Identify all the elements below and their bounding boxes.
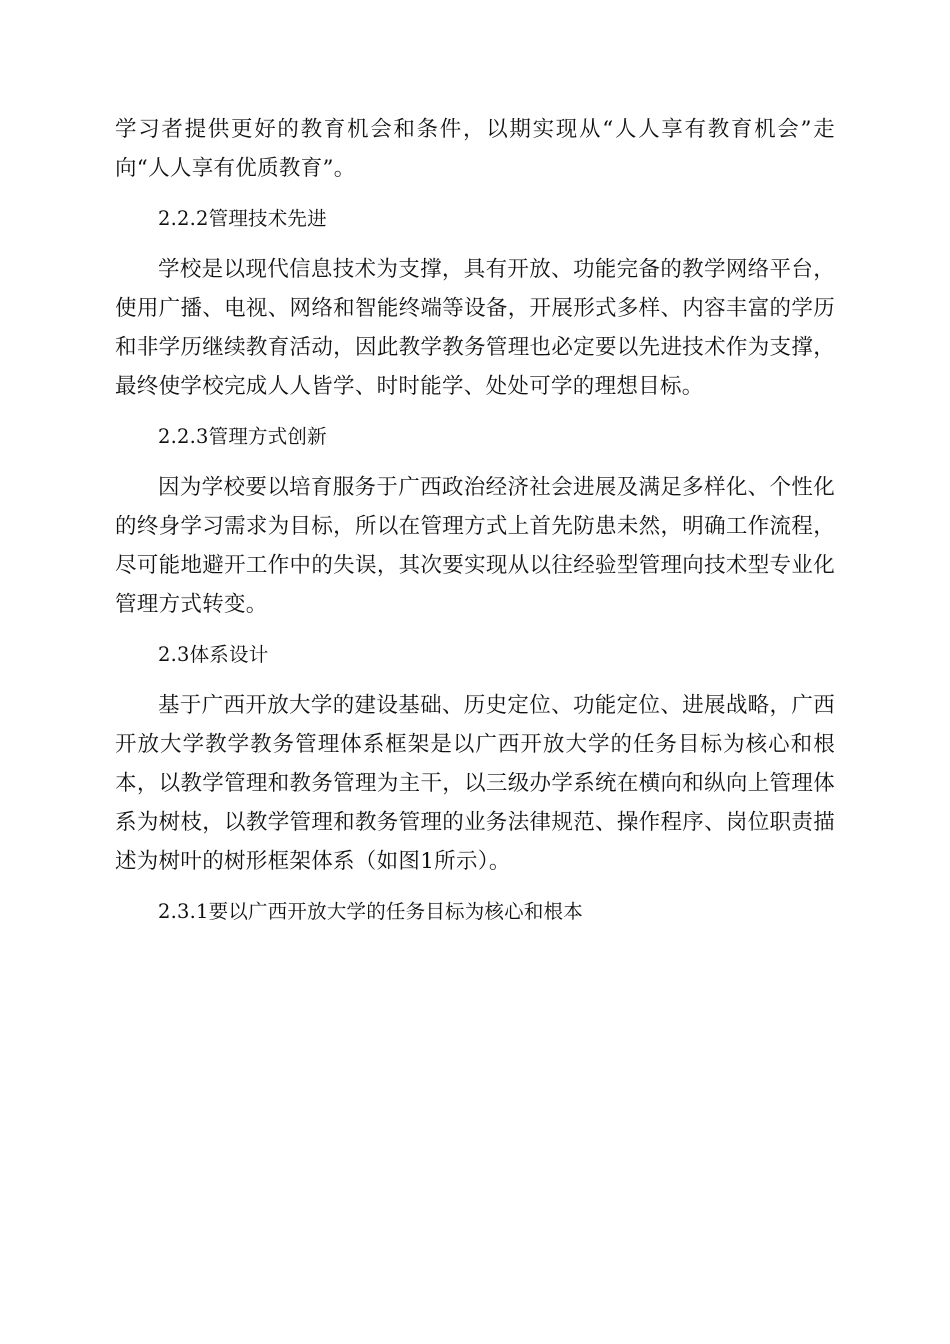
paragraph-2-3: 基于广西开放大学的建设基础、历史定位、功能定位、进展战略，广西开放大学教学教务管理体系框架是以广西开放大学的任务目标为核心和根本，以教学管理和教务管理为主干，以三级办学系统在横向和纵向上管理体系为树枝，以教学管理和教务管理的业务法律规范、操作程序、岗位职责描述为树叶的树形框架体系（如图1所示）。	[115, 693, 835, 874]
spacer	[115, 188, 835, 199]
heading-2-2-3: 2.2.3管理方式创新	[158, 425, 327, 448]
paragraph-2-2-3: 因为学校要以培育服务于广西政治经济社会进展及满足多样化、个性化的终身学习需求为目标，所以在管理方式上首先防患未然，明确工作流程，尽可能地避开工作中的失误，其次要实现从以往经验型管理向技术型专业化管理方式转变。	[115, 475, 835, 617]
heading-2-3: 2.3体系设计	[158, 643, 269, 666]
heading-2-2-2: 2.2.2管理技术先进	[158, 207, 327, 230]
spacer	[115, 456, 835, 468]
document-body	[115, 110, 835, 931]
spacer	[115, 238, 835, 250]
spacer	[115, 624, 835, 635]
spacer	[115, 881, 835, 892]
heading-2-3-1: 2.3.1要以广西开放大学的任务目标为核心和根本	[158, 900, 583, 923]
spacer	[115, 406, 835, 417]
spacer	[115, 674, 835, 686]
paragraph-2-2-2: 学校是以现代信息技术为支撑，具有开放、功能完备的教学网络平台，使用广播、电视、网络和智能终端等设备，开展形式多样、内容丰富的学历和非学历继续教育活动，因此教学教务管理也必定要以先进技术作为支撑，最终使学校完成人人皆学、时时能学、处处可学的理想目标。	[115, 257, 835, 399]
paragraph-continued: 学习者提供更好的教育机会和条件，以期实现从“人人享有教育机会”走向“人人享有优质教育”。	[115, 117, 835, 181]
